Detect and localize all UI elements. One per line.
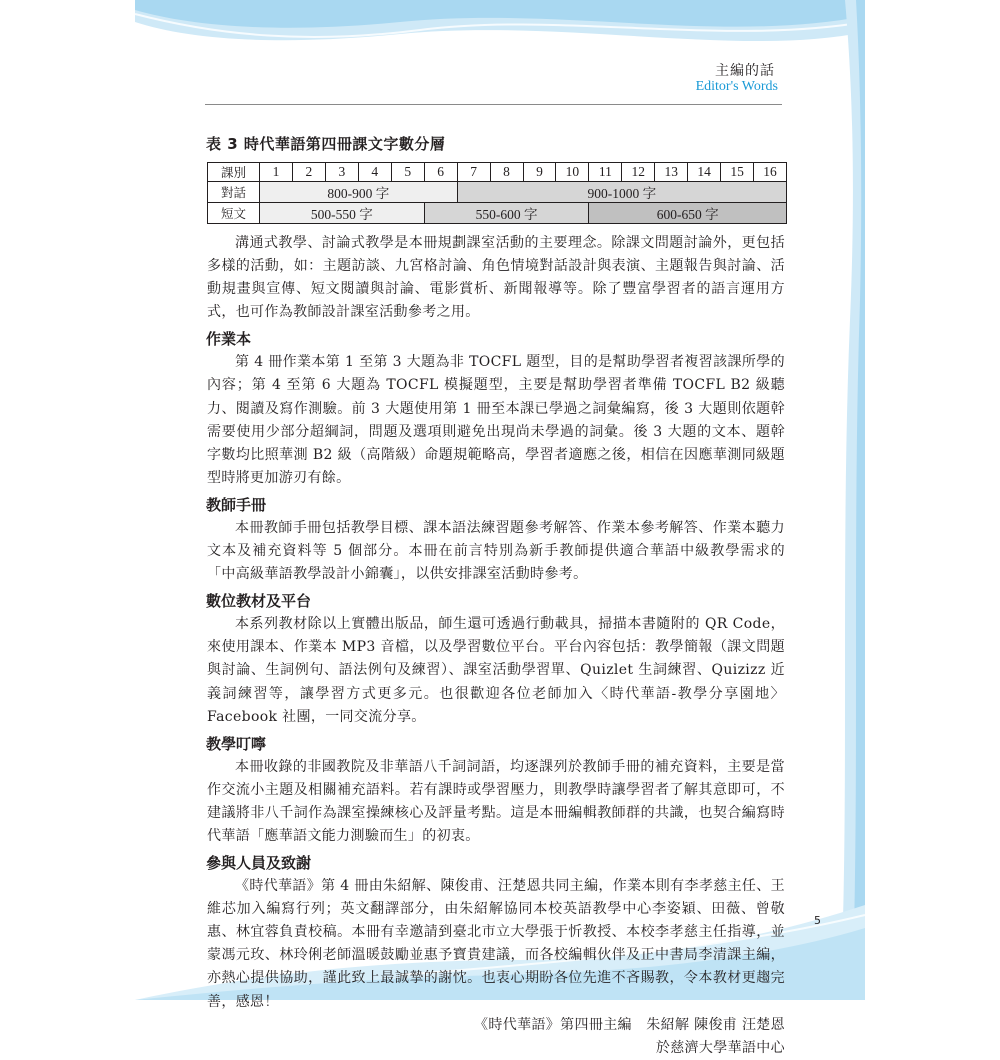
lesson-number-cell: 12 — [622, 163, 655, 182]
section-body-workbook: 第 4 冊作業本第 1 至第 3 大題為非 TOCFL 題型，目的是幫助學習者複習該課所學的內容；第 4 至第 6 大題為 TOCFL 模擬題型，主要是幫助學習者準備 TOCFL B2 級聽力、閱讀及寫作測驗。前 3 大題使用第 1 冊至本課已學過之詞彙編寫，後 3 大題則依題幹需要使用少部分超綱詞，問題及選項則避免出現尚未學過的詞彙。後 3 大題的文本、題幹字數均比照華測 B2 級（高階級）命題規範略高，學習者適應之後，相信在因應華測同級題型時將更加游刃有餘。 — [207, 354, 785, 486]
section-heading-acknowledgements: 參與人員及致謝 — [206, 854, 312, 873]
word-count-table — [207, 162, 787, 224]
signature-affiliation: 於慈濟大學華語中心 — [655, 1039, 785, 1056]
header-title-en: Editor's Words — [695, 79, 778, 94]
right-wave-graphic — [840, 0, 865, 1000]
lesson-number-cell: 3 — [325, 163, 358, 182]
lesson-number-cell: 13 — [655, 163, 688, 182]
short-text-range-cell: 500-550 字 — [260, 203, 425, 224]
lesson-number-cell: 7 — [457, 163, 490, 182]
dialogue-row — [208, 182, 787, 203]
lesson-number-cell: 9 — [523, 163, 556, 182]
lesson-number-cell: 10 — [556, 163, 589, 182]
lesson-number-cell: 2 — [292, 163, 325, 182]
dialogue-range-cell: 800-900 字 — [260, 182, 458, 203]
lesson-number-cell: 14 — [688, 163, 721, 182]
lesson-number-cell: 1 — [260, 163, 293, 182]
lesson-number-cell: 5 — [391, 163, 424, 182]
table-title: 表 3 時代華語第四冊課文字數分層 — [206, 135, 446, 153]
dialogue-range-cell: 900-1000 字 — [457, 182, 786, 203]
lesson-number-cell: 4 — [358, 163, 391, 182]
signature-editors: 《時代華語》第四冊主編 朱紹解 陳俊甫 汪楚恩 — [474, 1016, 785, 1033]
page-number: 5 — [814, 914, 821, 927]
lesson-number-cell: 11 — [589, 163, 622, 182]
section-body-digital-materials: 本系列教材除以上實體出版品，師生還可透過行動載具，掃描本書隨附的 QR Code，來使用課本、作業本 MP3 音檔，以及學習數位平台。平台內容包括：教學簡報（課文問題與討論、生詞例句、語法例句及練習）、課室活動學習單、Quizlet 生詞練習、Quizizz 近義詞練習等，讓學習方式更多元。也很歡迎各位老師加入〈時代華語-教學分享園地〉Facebook 社團，一同交流分享。 — [207, 616, 785, 725]
short-text-range-cell: 600-650 字 — [589, 203, 787, 224]
lesson-column-header: 課別 — [208, 163, 260, 182]
lesson-number-cell: 16 — [754, 163, 787, 182]
lesson-number-cell: 8 — [490, 163, 523, 182]
top-wave-graphic — [135, 0, 865, 41]
lesson-number-cell: 6 — [424, 163, 457, 182]
header-divider — [205, 104, 782, 105]
section-body-teacher-manual: 本冊教師手冊包括教學目標、課本語法練習題參考解答、作業本參考解答、作業本聽力文本及補充資料等 5 個部分。本冊在前言特別為新手教師提供適合華語中級教學需求的「中高級華語教學設計小錦囊」，以供安排課室活動時參考。 — [207, 519, 785, 583]
section-body-teaching-notes: 本冊收錄的非國教院及非華語八千詞詞語，均逐課列於教師手冊的補充資料，主要是當作交流小主題及相關補充語料。若有課時或學習壓力，則教學時讓學習者了解其意即可，不建議將非八千詞作為課室操練核心及評量考點。這是本冊編輯教師群的共識，也契合編寫時代華語「應華語文能力測驗而生」的初衷。 — [207, 758, 785, 844]
section-heading-workbook: 作業本 — [206, 330, 252, 349]
table-header-row — [208, 163, 787, 182]
intro-paragraph: 溝通式教學、討論式教學是本冊規劃課室活動的主要理念。除課文問題討論外，更包括多樣的活動，如：主題訪談、九宮格討論、角色情境對話設計與表演、主題報告與討論、活動規畫與宣傳、短文閱讀與討論、電影賞析、新聞報導等。除了豐富學習者的語言運用方式，也可作為教師設計課室活動參考之用。 — [207, 235, 785, 321]
short-text-row — [208, 203, 787, 224]
section-heading-teacher-manual: 教師手冊 — [206, 495, 267, 514]
dialogue-row-label: 對話 — [208, 182, 260, 203]
short-text-range-cell: 550-600 字 — [424, 203, 589, 224]
header-title-zh: 主編的話 — [715, 63, 775, 79]
section-heading-digital-materials: 數位教材及平台 — [206, 592, 312, 611]
section-heading-teaching-notes: 教學叮嚀 — [206, 734, 267, 753]
body-content — [207, 232, 785, 1060]
lesson-number-cell: 15 — [721, 163, 754, 182]
short-text-row-label: 短文 — [208, 203, 260, 224]
section-body-acknowledgements: 《時代華語》第 4 冊由朱紹解、陳俊甫、汪楚恩共同主編，作業本則有李孝慈主任、王維芯加入編寫行列；英文翻譯部分，由朱紹解協同本校英語教學中心李姿穎、田薇、曾敬惠、林宜蓉負責校稿。本冊有幸邀請到臺北市立大學張于忻教授、本校李孝慈主任指導，並蒙馮元玫、林玲俐老師溫暖鼓勵並惠予寶貴建議，而各校編輯伙伴及正中書局李清課主編，亦熱心提供協助，謹此致上最誠摯的謝忱。也衷心期盼各位先進不吝賜教，令本教材更趨完善，感恩！ — [207, 878, 785, 1010]
